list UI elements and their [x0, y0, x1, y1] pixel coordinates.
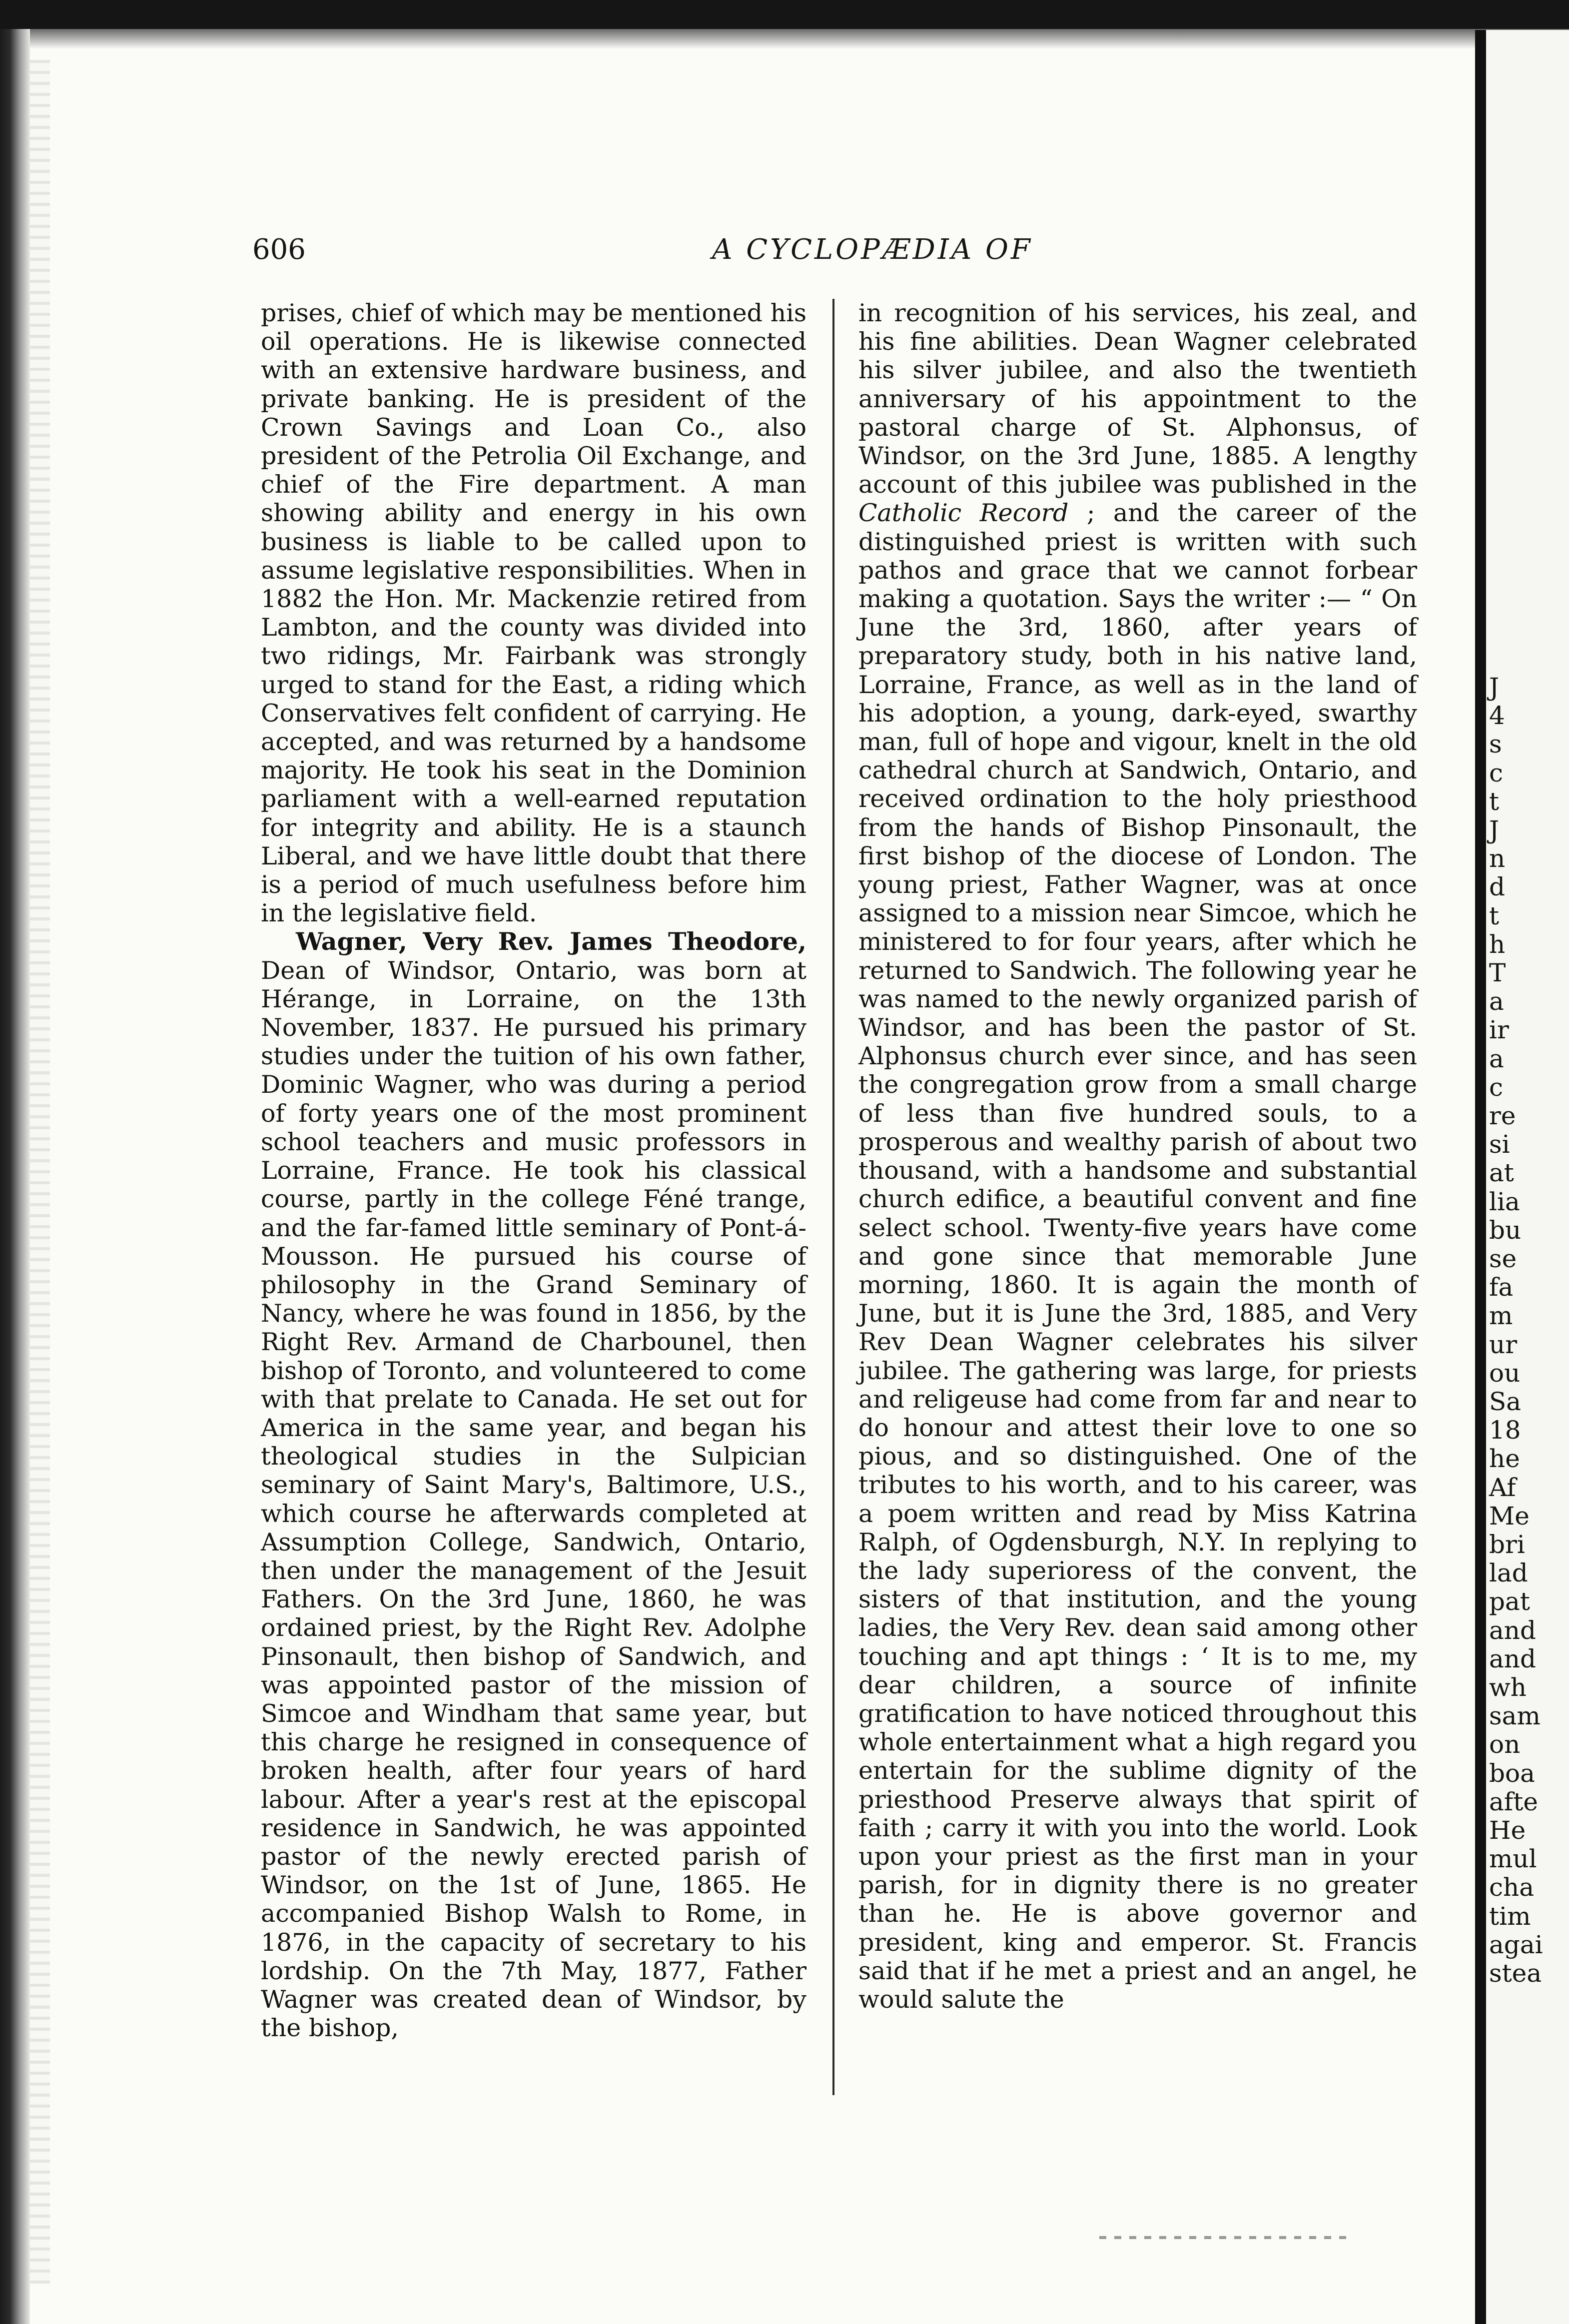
facing-page-fragment: ou [1489, 1358, 1521, 1388]
facing-page-fragment: pat [1489, 1587, 1530, 1616]
facing-page-fragment: Sa [1489, 1387, 1522, 1416]
scan-smudge [1099, 2236, 1349, 2239]
left-paragraph-continued: prises, chief of which may be mentioned his oil operations. He is likewise connected with an extensive hardware business, and private banking. He is president of the Crown Savings and Loan Co., also president of the Petrolia Oil Exchange, and chief of the Fire department. A man showing ability and energy in his own business is liable to be called upon to assume legislative responsibilities. When in 1882 the Hon. Mr. Mackenzie retired from Lambton, and the county was divided into two ridings, Mr. Fairbank was strongly urged to stand for the East, a riding which Conservatives felt confident of carrying. He accepted, and was returned by a handsome majority. He took his seat in the Dominion parliament with a well-earned reputation for integrity and ability. He is a staunch Liberal, and we have little doubt that there is a period of much usefulness before him in the legislative field. [261, 299, 806, 928]
facing-page-fragment: on [1489, 1730, 1521, 1759]
facing-page-fragment: at [1489, 1158, 1514, 1188]
column-rule [832, 299, 834, 2095]
facing-page-fragment: c [1489, 758, 1504, 787]
facing-page-fragment: afte [1489, 1787, 1538, 1816]
entry-body: Dean of Windsor, Ontario, was born at Hérange, in Lorraine, on the 13th November, 1837. He pursued his primary studies under the tuition of his own father, Dominic Wagner, who was during a period of forty years one of the most prominent school teachers and music professors in Lorraine, France. He took his classical course, partly in the college Féné trange, and the far-famed little seminary of Pont-á-Mousson. He pursued his course of philosophy in the Grand Seminary of Nancy, where he was found in 1856, by the Right Rev. Armand de Charbounel, then bishop of Toronto, and volunteered to come with that prelate to Canada. He set out for America in the same year, and began his theological studies in the Sulpician seminary of Saint Mary's, Baltimore, U.S., which course he afterwards completed at Assumption College, Sandwich, Ontario, then under the management of the Jesuit Fathers. On the 3rd June, 1860, he was ordained priest, by the Right Rev. Adolphe Pinsonault, then bishop of Sandwich, and was appointed pastor of the mission of Simcoe and Windham that same year, but this charge he resigned in consequence of broken health, after four years of hard labour. After a year's rest at the episcopal residence in Sandwich, he was appointed pastor of the newly erected parish of Windsor, on the 1st of June, 1865. He accompanied Bishop Walsh to Rome, in 1876, in the capacity of secretary to his lordship. On the 7th May, 1877, Father Wagner was created dean of Windsor, by the bishop, [261, 956, 806, 2043]
facing-page-fragment: Me [1489, 1501, 1530, 1531]
facing-page-fragment: a [1489, 1044, 1504, 1073]
wagner-entry [261, 927, 806, 2042]
facing-page-fragment: sam [1489, 1701, 1541, 1731]
facing-page-fragment: c [1489, 1072, 1504, 1102]
facing-page-fragment: wh [1489, 1673, 1527, 1702]
facing-page-fragment: re [1489, 1101, 1516, 1130]
facing-page-fragment: Af [1489, 1473, 1516, 1502]
right-paragraph [858, 299, 1417, 2014]
facing-page-fragment: stea [1489, 1959, 1542, 1988]
facing-page-fragment: 18 [1489, 1416, 1521, 1445]
facing-page-fragment: boa [1489, 1758, 1535, 1788]
facing-page-fragment: fa [1489, 1273, 1514, 1302]
facing-page-fragment: si [1489, 1130, 1510, 1159]
facing-page-fragment: he [1489, 1444, 1520, 1474]
facing-page-fragment: He [1489, 1816, 1526, 1845]
scan-binding-texture [30, 60, 50, 2284]
running-title: A CYCLOPÆDIA OF [712, 233, 1033, 266]
facing-page-fragment: h [1489, 929, 1506, 959]
right-text-part1: in recognition of his services, his zeal, and his fine abilities. Dean Wagner celebrated his silver jubilee, and also the twentieth anniversary of his appointment to the pastoral charge of St. Alphonsus, of Windsor, on the 3rd June, 1885. A lengthy account of this jubilee was published in the [858, 299, 1417, 499]
facing-page-fragment: lia [1489, 1187, 1520, 1216]
facing-page-fragment: ur [1489, 1330, 1518, 1359]
right-text-part2: ; and the career of the distinguished priest is written with such pathos and grace that we cannot forbear making a quotation. Says the writer :— “ On June the 3rd, 1860, after years of preparatory study, both in his native land, Lorraine, France, as well as in the land of his adoption, a young, dark-eyed, swarthy man, full of hope and vigour, knelt in the old cathedral church at Sandwich, Ontario, and received ordination to the holy priesthood from the hands of Bishop Pinsonault, the first bishop of the diocese of London. The young priest, Father Wagner, was at once assigned to a mission near Simcoe, which he ministered to for four years, after which he returned to Sandwich. The following year he was named to the newly organized parish of Windsor, and has been the pastor of St. Alphonsus church ever since, and has seen the congregation grow from a small charge of less than five hundred souls, to a prosperous and wealthy parish of about two thousand, with a handsome and substantial church edifice, a beautiful convent and fine select school. Twenty-five years have come and gone since that memorable June morning, 1860. It is again the month of June, but it is June the 3rd, 1885, and Very Rev Dean Wagner celebrates his silver jubilee. The gathering was large, for priests and religeuse had come from far and near to do honour and attest their love to one so pious, and so distinguished. One of the tributes to his worth, and to his career, was a poem written and read by Miss Katrina Ralph, of Ogdensburgh, N.Y. In replying to the lady superioress of the convent, the sisters of that institution, and the young ladies, the Very Rev. dean said among other touching and apt things : ‘ It is to me, my dear children, a source of infinite gratification to have noticed throughout this whole entertainment what a high regard you entertain for the sublime dignity of the priesthood Preserve always that spirit of faith ; carry it with you into the world. Look upon your priest as the first man in your parish, for in dignity there is no greater than he. He is above governor and president, king and emperor. St. Francis said that if he met a priest and an angel, he would salute the [858, 499, 1417, 2014]
page-number: 606 [252, 233, 306, 266]
page-header [252, 232, 1432, 267]
facing-page-edge [1475, 30, 1486, 2324]
left-column [261, 299, 806, 2042]
right-column [858, 299, 1417, 2014]
facing-page-fragment: mul [1489, 1844, 1537, 1874]
facing-page-fragment: ir [1489, 1015, 1509, 1045]
facing-page-fragment: J [1489, 815, 1500, 844]
scan-top-shadow [0, 29, 1569, 49]
facing-page-fragment: T [1489, 958, 1506, 987]
facing-page-fragment: n [1489, 844, 1506, 873]
facing-page-fragment: s [1489, 730, 1502, 759]
entry-heading: Wagner, Very Rev. James Theodore, [296, 927, 806, 956]
facing-page-fragment: 4 [1489, 701, 1505, 731]
facing-page-fragment: m [1489, 1301, 1513, 1331]
facing-page-fragment: and [1489, 1615, 1537, 1645]
facing-page-fragment: agai [1489, 1930, 1543, 1959]
publication-title: Catholic Record [858, 499, 1069, 528]
facing-page-fragment: cha [1489, 1873, 1535, 1902]
facing-page-fragment: lad [1489, 1558, 1528, 1588]
facing-page-fragment: a [1489, 987, 1504, 1016]
scan-top-border [0, 0, 1569, 29]
facing-page-fragment: t [1489, 786, 1500, 816]
scan-binding-edge [0, 29, 30, 2324]
facing-page-fragment: bri [1489, 1530, 1525, 1559]
facing-page-fragment: tim [1489, 1901, 1531, 1931]
facing-page [1486, 30, 1569, 2324]
facing-page-fragment: bu [1489, 1215, 1522, 1245]
facing-page-fragment: d [1489, 872, 1506, 902]
facing-page-fragment: t [1489, 901, 1500, 930]
facing-page-fragment: J [1489, 673, 1500, 702]
facing-page-fragment: se [1489, 1244, 1517, 1273]
facing-page-fragment: and [1489, 1644, 1537, 1673]
